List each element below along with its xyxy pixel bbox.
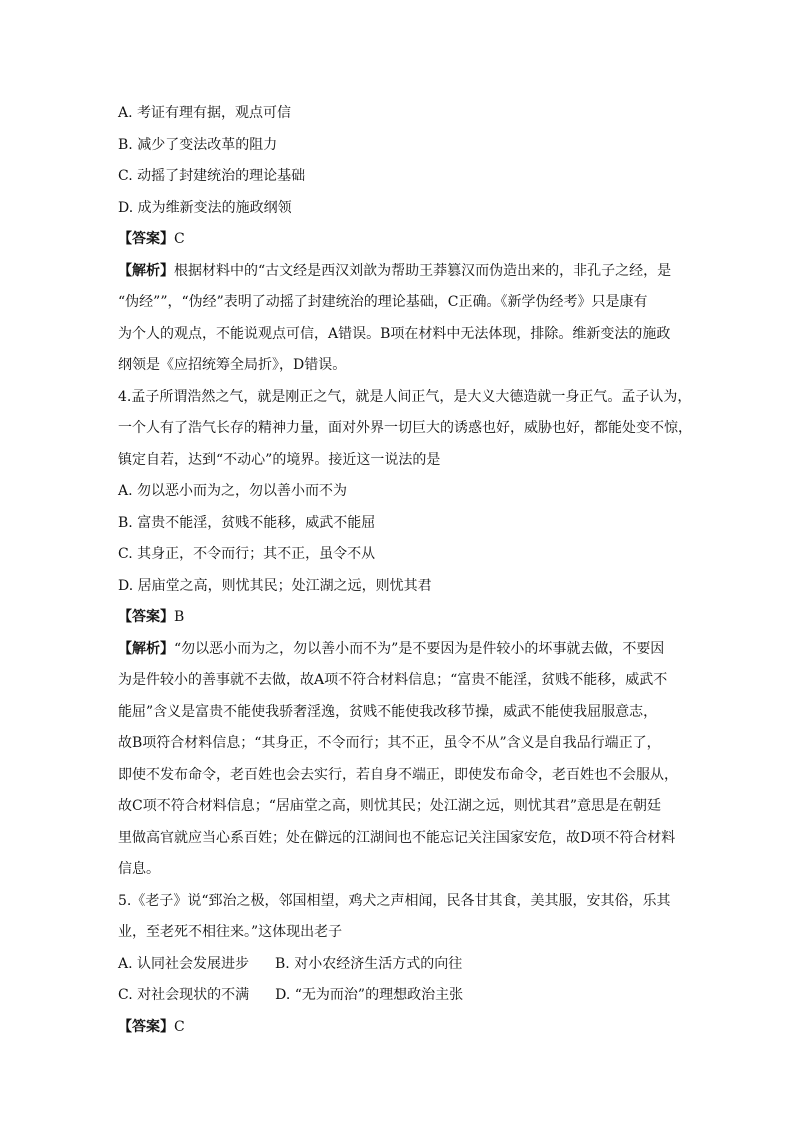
answer-tag: 【答案】: [118, 231, 174, 247]
q3-analysis-line-1: 【解析】根据材料中的“古文经是西汉刘歆为帮助王莽篡汉而伪造出来的，非孔子之经，是: [118, 262, 672, 279]
answer-value: C: [174, 231, 185, 247]
q5-options-row-2: [118, 980, 678, 1012]
q4-analysis-line-2: 为是件较小的善事就不去做，故A项不符合材料信息；“富贵不能淫，贫贱不能移，威武不: [118, 672, 668, 688]
q3-analysis-line-2: “伪经””，“伪经”表明了动摇了封建统治的理论基础，C正确。《新学伪经考》只是康有: [118, 294, 648, 310]
q5-option-d: D. “无为而治”的理想政治主张: [275, 987, 464, 1003]
q4-option-d: D. 居庙堂之高，则忧其民；处江湖之远，则忧其君: [118, 577, 432, 594]
q4-analysis-line-3: 能屈”含义是富贵不能使我骄奢淫逸，贫贱不能使我改移节操，威武不能使我屈服意志，: [118, 703, 658, 720]
q4-stem-line-2: 一个人有了浩气长存的精神力量，面对外界一切巨大的诱惑也好，威胁也好，都能处变不惊，: [118, 420, 692, 436]
answer-value: C: [174, 1018, 185, 1035]
q5-option-c: C. 对社会现状的不满: [118, 987, 250, 1003]
q5-options-row-1: [118, 949, 678, 981]
document-content: [118, 98, 692, 1043]
q4-analysis-line-7: 里做高官就应当心系百姓；处在僻远的江湖间也不能忘记关注国家安危，故D项不符合材料: [118, 829, 676, 846]
q4-analysis-line-4: 故B项符合材料信息；“其身正，不令而行；其不正，虽令不从”含义是自我品行端正了，: [118, 735, 661, 751]
q5-option-b: B. 对小农经济生活方式的向往: [275, 955, 463, 972]
q4-stem-line-1: 4.孟子所谓浩然之气，就是刚正之气，就是人间正气，是大义大德造就一身正气。孟子认为，: [118, 388, 692, 405]
q4-answer: [118, 602, 678, 634]
q5-stem-line-2: 业，至老死不相往来。”这体现出老子: [118, 924, 343, 940]
q3-answer: [118, 224, 678, 256]
q4-option-a: A. 勿以恶小而为之，勿以善小而不为: [118, 483, 348, 499]
analysis-tag: 【解析】: [118, 640, 174, 657]
q4-analysis-line-6: 故C项不符合材料信息；“居庙堂之高，则忧其民；处江湖之远，则忧其君”意思是在朝廷: [118, 798, 662, 814]
q3-option-b: B. 减少了变法改革的阻力: [118, 136, 278, 153]
q3-analysis-line-4: 纲领是《应招统筹全局折》，D错误。: [118, 357, 347, 373]
answer-value: B: [174, 609, 185, 625]
q5-stem-line-1: 5.《老子》说“郅治之极，邻国相望，鸡犬之声相闻，民各甘其食，美其服，安其俗，乐其: [118, 892, 671, 909]
q4-analysis-line-5: 即使不发布命令，老百姓也会去实行，若自身不端正，即使发布命令，老百姓也不会服从，: [118, 766, 678, 783]
q5-answer: [118, 1012, 678, 1044]
q3-analysis-line-3: 为个人的观点，不能说观点可信，A错误。B项在材料中无法体现，排除。维新变法的施政: [118, 325, 671, 342]
q4-stem-line-3: 镇定自若，达到“不动心”的境界。接近这一说法的是: [118, 451, 441, 468]
answer-tag: 【答案】: [118, 609, 174, 625]
q3-option-c: C. 动摇了封建统治的理论基础: [118, 168, 306, 184]
q4-option-c: C. 其身正，不令而行；其不正，虽令不从: [118, 546, 376, 562]
q5-option-a: A. 认同社会发展进步: [118, 955, 250, 972]
q4-analysis-line-1: 【解析】“勿以恶小而为之，勿以善小而不为”是不要因为是件较小的坏事就去做，不要因: [118, 640, 665, 657]
q4-option-b: B. 富贵不能淫，贫贱不能移，威武不能屈: [118, 514, 376, 531]
analysis-tag: 【解析】: [118, 262, 174, 279]
q3-option-a: A. 考证有理有据，观点可信: [118, 105, 292, 121]
q4-analysis-line-8: 信息。: [118, 861, 160, 877]
q3-option-d: D. 成为维新变法的施政纲领: [118, 199, 292, 216]
answer-tag: 【答案】: [118, 1018, 174, 1035]
